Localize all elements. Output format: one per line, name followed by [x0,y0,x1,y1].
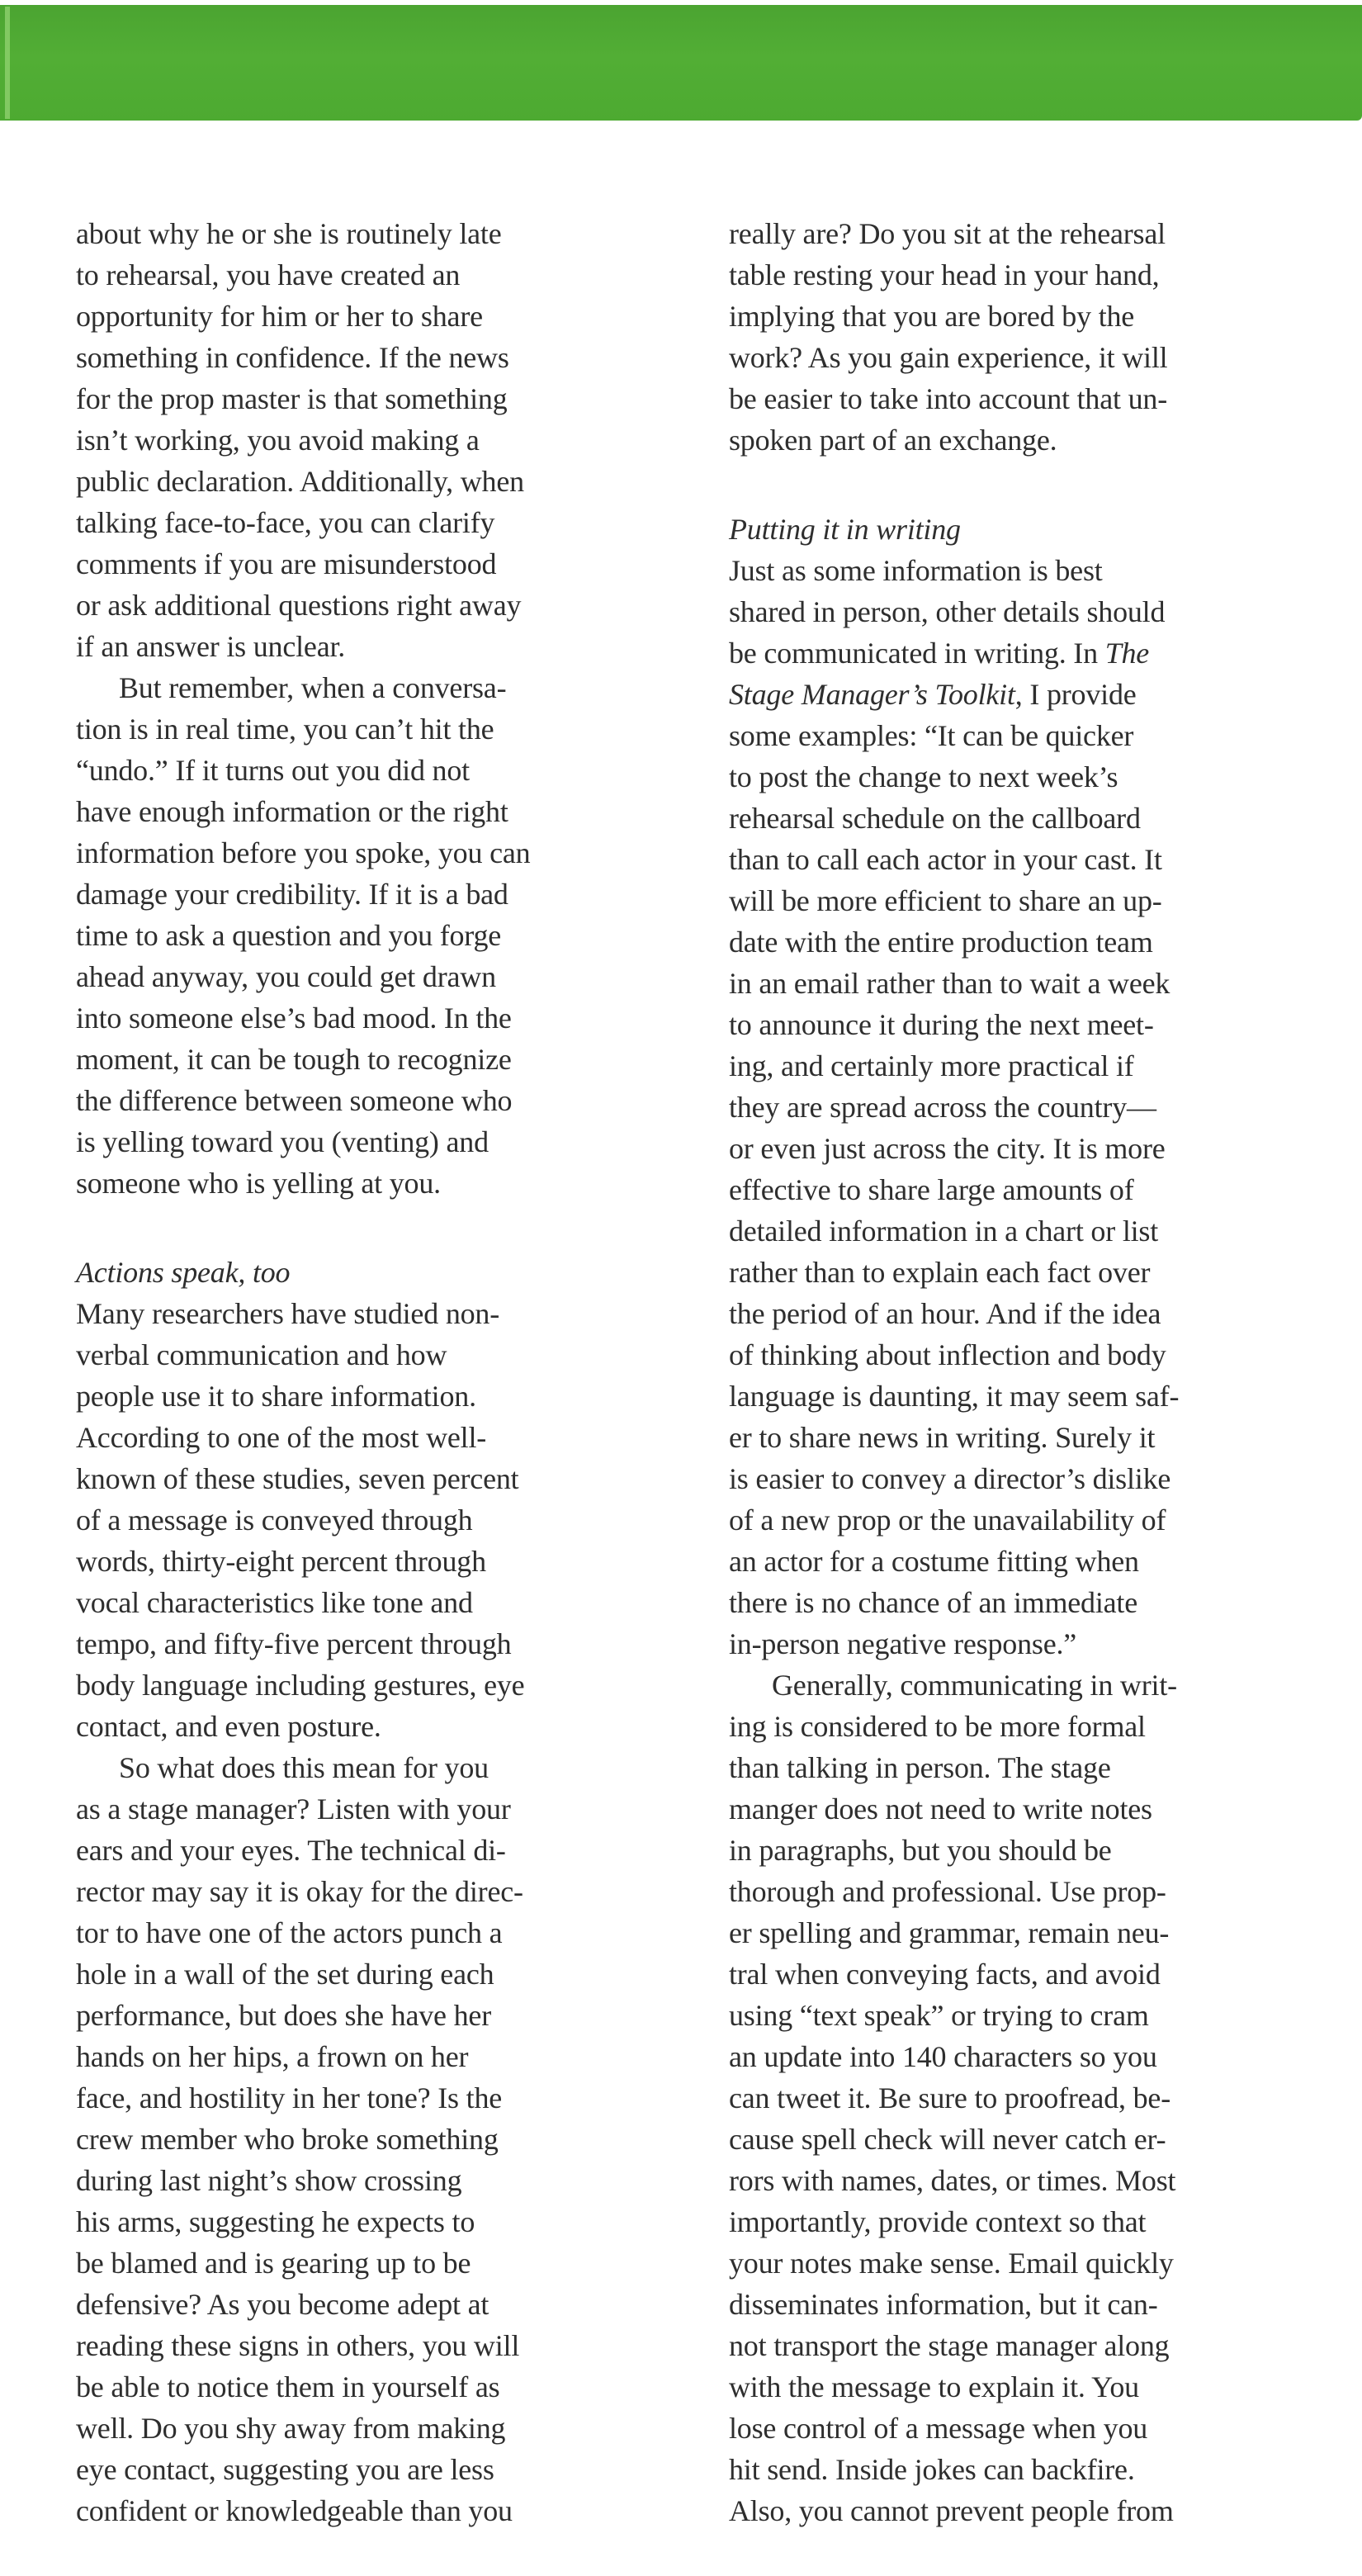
text-line: cause spell check will never catch er- [729,2123,1166,2156]
text-line: isn’t working, you avoid making a [76,424,480,457]
section-heading: Actions speak, too [76,1256,291,1289]
text-line: people use it to share information. [76,1380,476,1413]
text-line: using “text speak” or trying to cram [729,1999,1149,2032]
text-line: is yelling toward you (venting) and [76,1125,489,1158]
text-line: date with the entire production team [729,926,1153,959]
text-line: rors with names, dates, or times. Most [729,2164,1176,2197]
text-line: tion is in real time, you can’t hit the [76,713,494,746]
text-line: some examples: “It can be quicker [729,719,1134,752]
text-run: be communicated in writing. In [729,637,1105,670]
text-line: So what does this mean for you [119,1751,489,1784]
text-lines [729,715,1323,1664]
text-line: his arms, suggesting he expects to [76,2205,475,2238]
text-line: hole in a wall of the set during each [76,1958,494,1991]
text-line: someone who is yelling at you. [76,1167,441,1200]
text-line: face, and hostility in her tone? Is the [76,2081,503,2114]
text-line: they are spread across the country— [729,1091,1156,1124]
band-edge-highlight [5,7,10,119]
text-line: performance, but does she have her [76,1999,491,2032]
header-color-band [0,5,1362,121]
text-line: not transport the stage manager along [729,2329,1170,2362]
text-line: eye contact, suggesting you are less [76,2453,494,2486]
section-gap [729,461,1323,509]
text-line: there is no chance of an immediate [729,1586,1137,1619]
text-line: table resting your head in your hand, [729,258,1160,291]
text-line: hit send. Inside jokes can backfire. [729,2453,1135,2486]
text-line [729,674,1323,715]
book-title: The [1104,637,1150,670]
text-line: time to ask a question and you forge [76,919,502,952]
text-line: well. Do you shy away from making [76,2412,506,2445]
text-line: thorough and professional. Use prop- [729,1875,1166,1908]
text-line: in paragraphs, but you should be [729,1834,1112,1867]
paragraph [76,1747,670,2531]
text-line: importantly, provide context so that [729,2205,1147,2238]
text-line: your notes make sense. Email quickly [729,2247,1174,2280]
text-line: as a stage manager? Listen with your [76,1792,511,1825]
text-line: vocal characteristics like tone and [76,1586,473,1619]
text-line: verbal communication and how [76,1338,447,1371]
text-line: reading these signs in others, you will [76,2329,520,2362]
text-line: about why he or she is routinely late [76,217,502,250]
text-line: can tweet it. Be sure to proofread, be- [729,2081,1170,2114]
text-line: moment, it can be tough to recognize [76,1043,512,1076]
paragraph [729,1664,1323,2531]
text-line: of thinking about inflection and body [729,1338,1166,1371]
text-line: According to one of the most well- [76,1421,487,1454]
text-line: rehearsal schedule on the callboard [729,802,1141,835]
text-line: the difference between someone who [76,1084,513,1117]
text-line: disseminates information, but it can- [729,2288,1158,2321]
text-line: be easier to take into account that un- [729,382,1167,415]
text-line: Also, you cannot prevent people from [729,2494,1174,2527]
text-line: be able to notice them in yourself as [76,2370,500,2403]
text-line: information before you spoke, you can [76,836,531,869]
text-line: tor to have one of the actors punch a [76,1916,503,1949]
paragraph [76,1293,670,1747]
text-line: an update into 140 characters so you [729,2040,1157,2073]
left-column [76,213,670,2531]
text-line: in an email rather than to wait a week [729,967,1170,1000]
text-line: will be more efficient to share an up- [729,884,1162,917]
text-line: hands on her hips, a frown on her [76,2040,469,2073]
text-line: comments if you are misunderstood [76,547,497,580]
text-line: Many researchers have studied non- [76,1297,500,1330]
text-line: shared in person, other details should [729,595,1166,628]
text-line: work? As you gain experience, it will [729,341,1168,374]
section-heading: Putting it in writing [729,513,961,546]
text-line: spoken part of an exchange. [729,424,1057,457]
text-line: the period of an hour. And if the idea [729,1297,1161,1330]
text-line: ahead anyway, you could get drawn [76,960,496,993]
text-line: to post the change to next week’s [729,760,1118,793]
text-line: language is daunting, it may seem saf- [729,1380,1180,1413]
text-line: detailed information in a chart or list [729,1215,1159,1248]
text-line: in-person negative response.” [729,1627,1077,1660]
text-line: effective to share large amounts of [729,1173,1134,1206]
paragraph [729,213,1323,461]
text-line: to rehearsal, you have created an [76,258,461,291]
text-line: ing, and certainly more practical if [729,1049,1134,1082]
text-line: rather than to explain each fact over [729,1256,1151,1289]
text-line: ears and your eyes. The technical di- [76,1834,506,1867]
text-line: But remember, when a conversa- [119,671,507,704]
text-line: confident or knowledgeable than you [76,2494,513,2527]
text-line: or even just across the city. It is more [729,1132,1166,1165]
text-line: Generally, communicating in writ- [772,1669,1177,1702]
text-line: ing is considered to be more formal [729,1710,1146,1743]
text-line: rector may say it is okay for the direc- [76,1875,523,1908]
text-line: tral when conveying facts, and avoid [729,1958,1161,1991]
text-line: manger does not need to write notes [729,1792,1152,1825]
text-line: “undo.” If it turns out you did not [76,754,470,787]
text-line: to announce it during the next meet- [729,1008,1154,1041]
text-line: something in confidence. If the news [76,341,509,374]
text-line: Just as some information is best [729,554,1103,587]
text-line: public declaration. Additionally, when [76,465,524,498]
text-line: implying that you are bored by the [729,300,1135,333]
text-line: lose control of a message when you [729,2412,1148,2445]
text-line: is easier to convey a director’s dislike [729,1462,1171,1495]
paragraph [729,550,1323,1664]
text-run: , I provide [1014,678,1137,711]
section-gap [76,1204,670,1252]
text-line: words, thirty-eight percent through [76,1545,486,1578]
text-line: into someone else’s bad mood. In the [76,1002,512,1035]
text-line: with the message to explain it. You [729,2370,1139,2403]
text-line: defensive? As you become adept at [76,2288,489,2321]
text-line: body language including gestures, eye [76,1669,525,1702]
paragraph [76,213,670,667]
text-line: than to call each actor in your cast. It [729,843,1162,876]
text-line: during last night’s show crossing [76,2164,462,2197]
text-line: or ask additional questions right away [76,589,522,622]
text-line: for the prop master is that something [76,382,508,415]
book-title: Stage Manager’s Toolkit [729,678,1015,711]
text-line: tempo, and fifty-five percent through [76,1627,512,1660]
text-line: er spelling and grammar, remain neu- [729,1916,1170,1949]
paragraph [76,667,670,1204]
text-line: really are? Do you sit at the rehearsal [729,217,1166,250]
text-line: an actor for a costume fitting when [729,1545,1139,1578]
text-line: be blamed and is gearing up to be [76,2247,471,2280]
text-line: have enough information or the right [76,795,508,828]
text-line: opportunity for him or her to share [76,300,483,333]
text-line: known of these studies, seven percent [76,1462,519,1495]
right-column [729,213,1323,2531]
text-line: crew member who broke something [76,2123,499,2156]
text-line: er to share news in writing. Surely it [729,1421,1156,1454]
text-line: if an answer is unclear. [76,630,346,663]
text-line: than talking in person. The stage [729,1751,1111,1784]
text-line: contact, and even posture. [76,1710,381,1743]
text-line: talking face-to-face, you can clarify [76,506,495,539]
text-line [729,632,1323,674]
text-line: damage your credibility. If it is a bad [76,878,508,911]
text-line: of a message is conveyed through [76,1503,473,1537]
text-line: of a new prop or the unavailability of [729,1503,1166,1537]
